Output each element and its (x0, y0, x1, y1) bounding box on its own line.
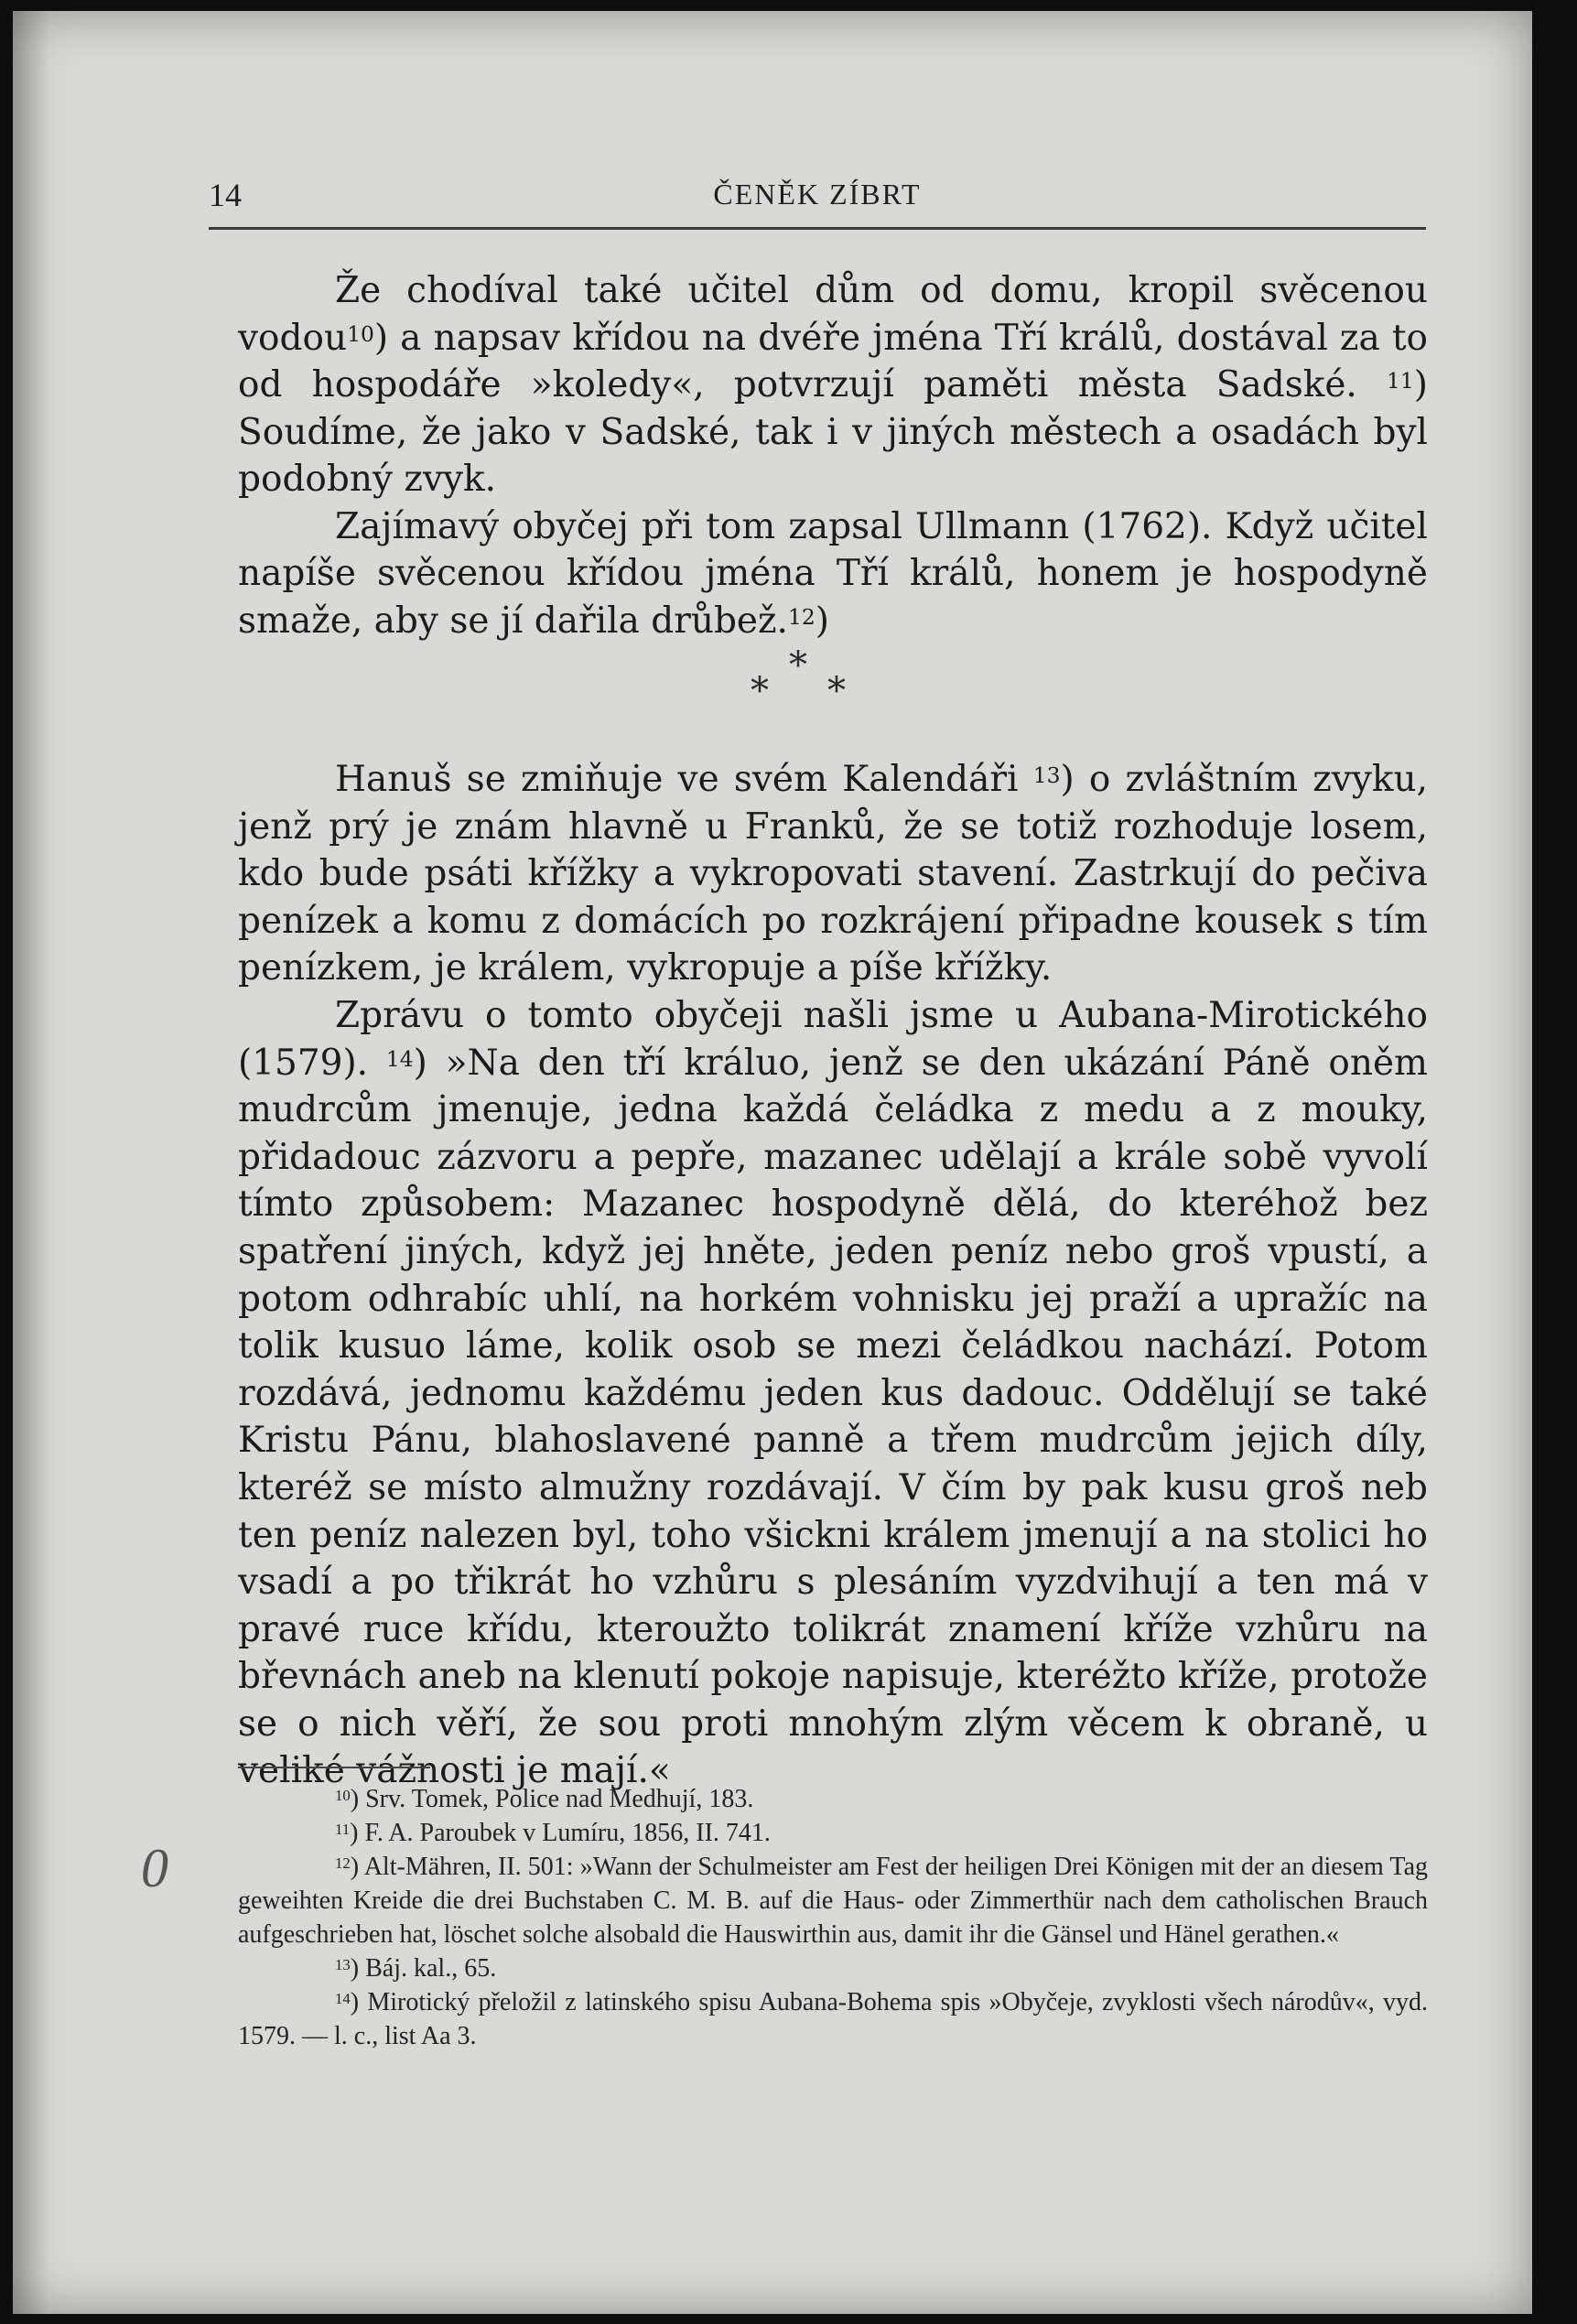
page-number: 14 (209, 177, 242, 213)
footnote-text: ) Mirotický přeložil z latinského spisu Aubana-Bohema spis »Obyčeje, zvyklosti všech národův«, vyd. 1579. — l. c., list Aa 3. (238, 1988, 1428, 2050)
footnote-ref: 13 (1032, 762, 1061, 788)
footnote (238, 1782, 1428, 1816)
footnote-ref: 14 (385, 1045, 414, 1072)
paragraph (238, 756, 1428, 992)
text-run: ) a napsav křídou na dvéře jména Tří králů, dostával za to od hospodáře »koledy«, potvrzují paměti města Sadské. (238, 317, 1428, 405)
text-run: Zajímavý obyčej při tom zapsal Ullmann (1762). Když učitel napíše svěcenou křídou jména Tří králů, honem je hospodyně smaže, aby se jí dařila drůbež. (238, 505, 1428, 642)
footnote-number: 11 (335, 1821, 351, 1838)
footnote-number: 14 (335, 1990, 351, 2007)
footnote (238, 1985, 1428, 2053)
paragraph (238, 267, 1428, 503)
asterisk: * (827, 670, 846, 712)
footnote (238, 1850, 1428, 1951)
footnote (238, 1816, 1428, 1850)
footnote-text: ) Alt-Mähren, II. 501: »Wann der Schulmeister am Fest der heiligen Drei Königen mit der an diesem Tag geweihten Kreide die drei Buchstaben C. M. B. auf die Haus- oder Zimmerthür nach dem catholischen Brauch aufgeschrieben hat, löschet solche alsobald die Hauswirthin aus, damit ihr die Gänsel und Hänel gerathen.« (238, 1853, 1428, 1949)
text-run: ) (815, 600, 829, 642)
header-rule (209, 227, 1426, 230)
text-run: Zprávu o tomto obyčeji našli jsme u Aubana-Mirotického (1579). (238, 994, 1428, 1084)
footnotes (238, 1782, 1428, 2053)
footnote-text: ) Báj. kal., 65. (350, 1954, 497, 1983)
text-run: Hanuš se zmiňuje ve svém Kalendáři (335, 759, 1033, 800)
section-separator (708, 644, 891, 712)
footnote-number: 12 (335, 1854, 351, 1872)
footnote-text: ) Srv. Tomek, Police nad Medhují, 183. (350, 1785, 754, 1813)
footnote-number: 10 (335, 1787, 351, 1804)
book-page (13, 11, 1532, 2314)
margin-annotation: 0 (141, 1838, 168, 1898)
footnote-ref: 12 (787, 603, 816, 630)
paragraph (238, 992, 1428, 1795)
footnote-text: ) F. A. Paroubek v Lumíru, 1856, II. 741. (350, 1819, 771, 1847)
main-text-section-2 (238, 756, 1428, 1795)
footnote (238, 1951, 1428, 1985)
main-text-section-1 (238, 267, 1428, 644)
text-run: ) o zvláštním zvyku, jenž prý je znám hlavně u Franků, že se totiž rozhoduje losem, kdo bude psáti křížky a vykropovati stavení. Zastrkují do pečiva penízek a komu z domácích po rozkrájení připadne kousek s tím penízkem, je králem, vykropuje a píše křížky. (238, 759, 1428, 989)
text-run: ) Soudíme, že jako v Sadské, tak i v jiných městech a osadách byl podobný zvyk. (238, 364, 1428, 500)
footnote-rule (238, 1767, 430, 1768)
asterisk: * (751, 670, 769, 712)
footnote-ref: 11 (1387, 368, 1414, 394)
page-header (209, 176, 1426, 222)
asterisk: * (789, 644, 807, 686)
footnote-ref: 10 (347, 320, 374, 347)
paragraph (238, 503, 1428, 645)
footnote-number: 13 (335, 1956, 351, 1973)
text-run: Že chodíval také učitel dům od domu, kropil svěcenou vodou (238, 270, 1428, 359)
text-run: ) »Na den tří králuo, jenž se den ukázání Páně oněm mudrcům jmenuje, jedna každá čeládka z medu a z mouky, přidadouc zázvoru a pepře, mazanec udělají a krále sobě vyvolí tímto způsobem: Mazanec hospodyně dělá, do kteréhož bez spatření jiných, když jej hněte, jeden peníz nebo groš vpustí, a potom odhrabíc uhlí, na horkém vohnisku jej praží a upražíc na tolik kusuo láme, kolik osob se mezi čeládkou nachází. Potom rozdává, jednomu každému jeden kus dadouc. Oddělují se také Kristu Pánu, blahoslavené panně a třem mudrcům jejich díly, kteréž se místo almužny rozdávají. V čím by pak kusu groš neb ten peníz nalezen byl, toho všickni králem jmenují a na stolici ho vsadí a po třikrát ho vzhůru s plesáním vyzdvihují a ten má v pravé ruce křídu, kteroužto tolikrát znamení kříže vzhůru na břevnách aneb na klenutí pokoje napisuje, kteréžto kříže, protože se o nich věří, že sou proti mnohým zlým věcem k obraně, u veliké vážnosti je mají.« (238, 1042, 1428, 1792)
running-title: ČENĚK ZÍBRT (713, 178, 922, 211)
